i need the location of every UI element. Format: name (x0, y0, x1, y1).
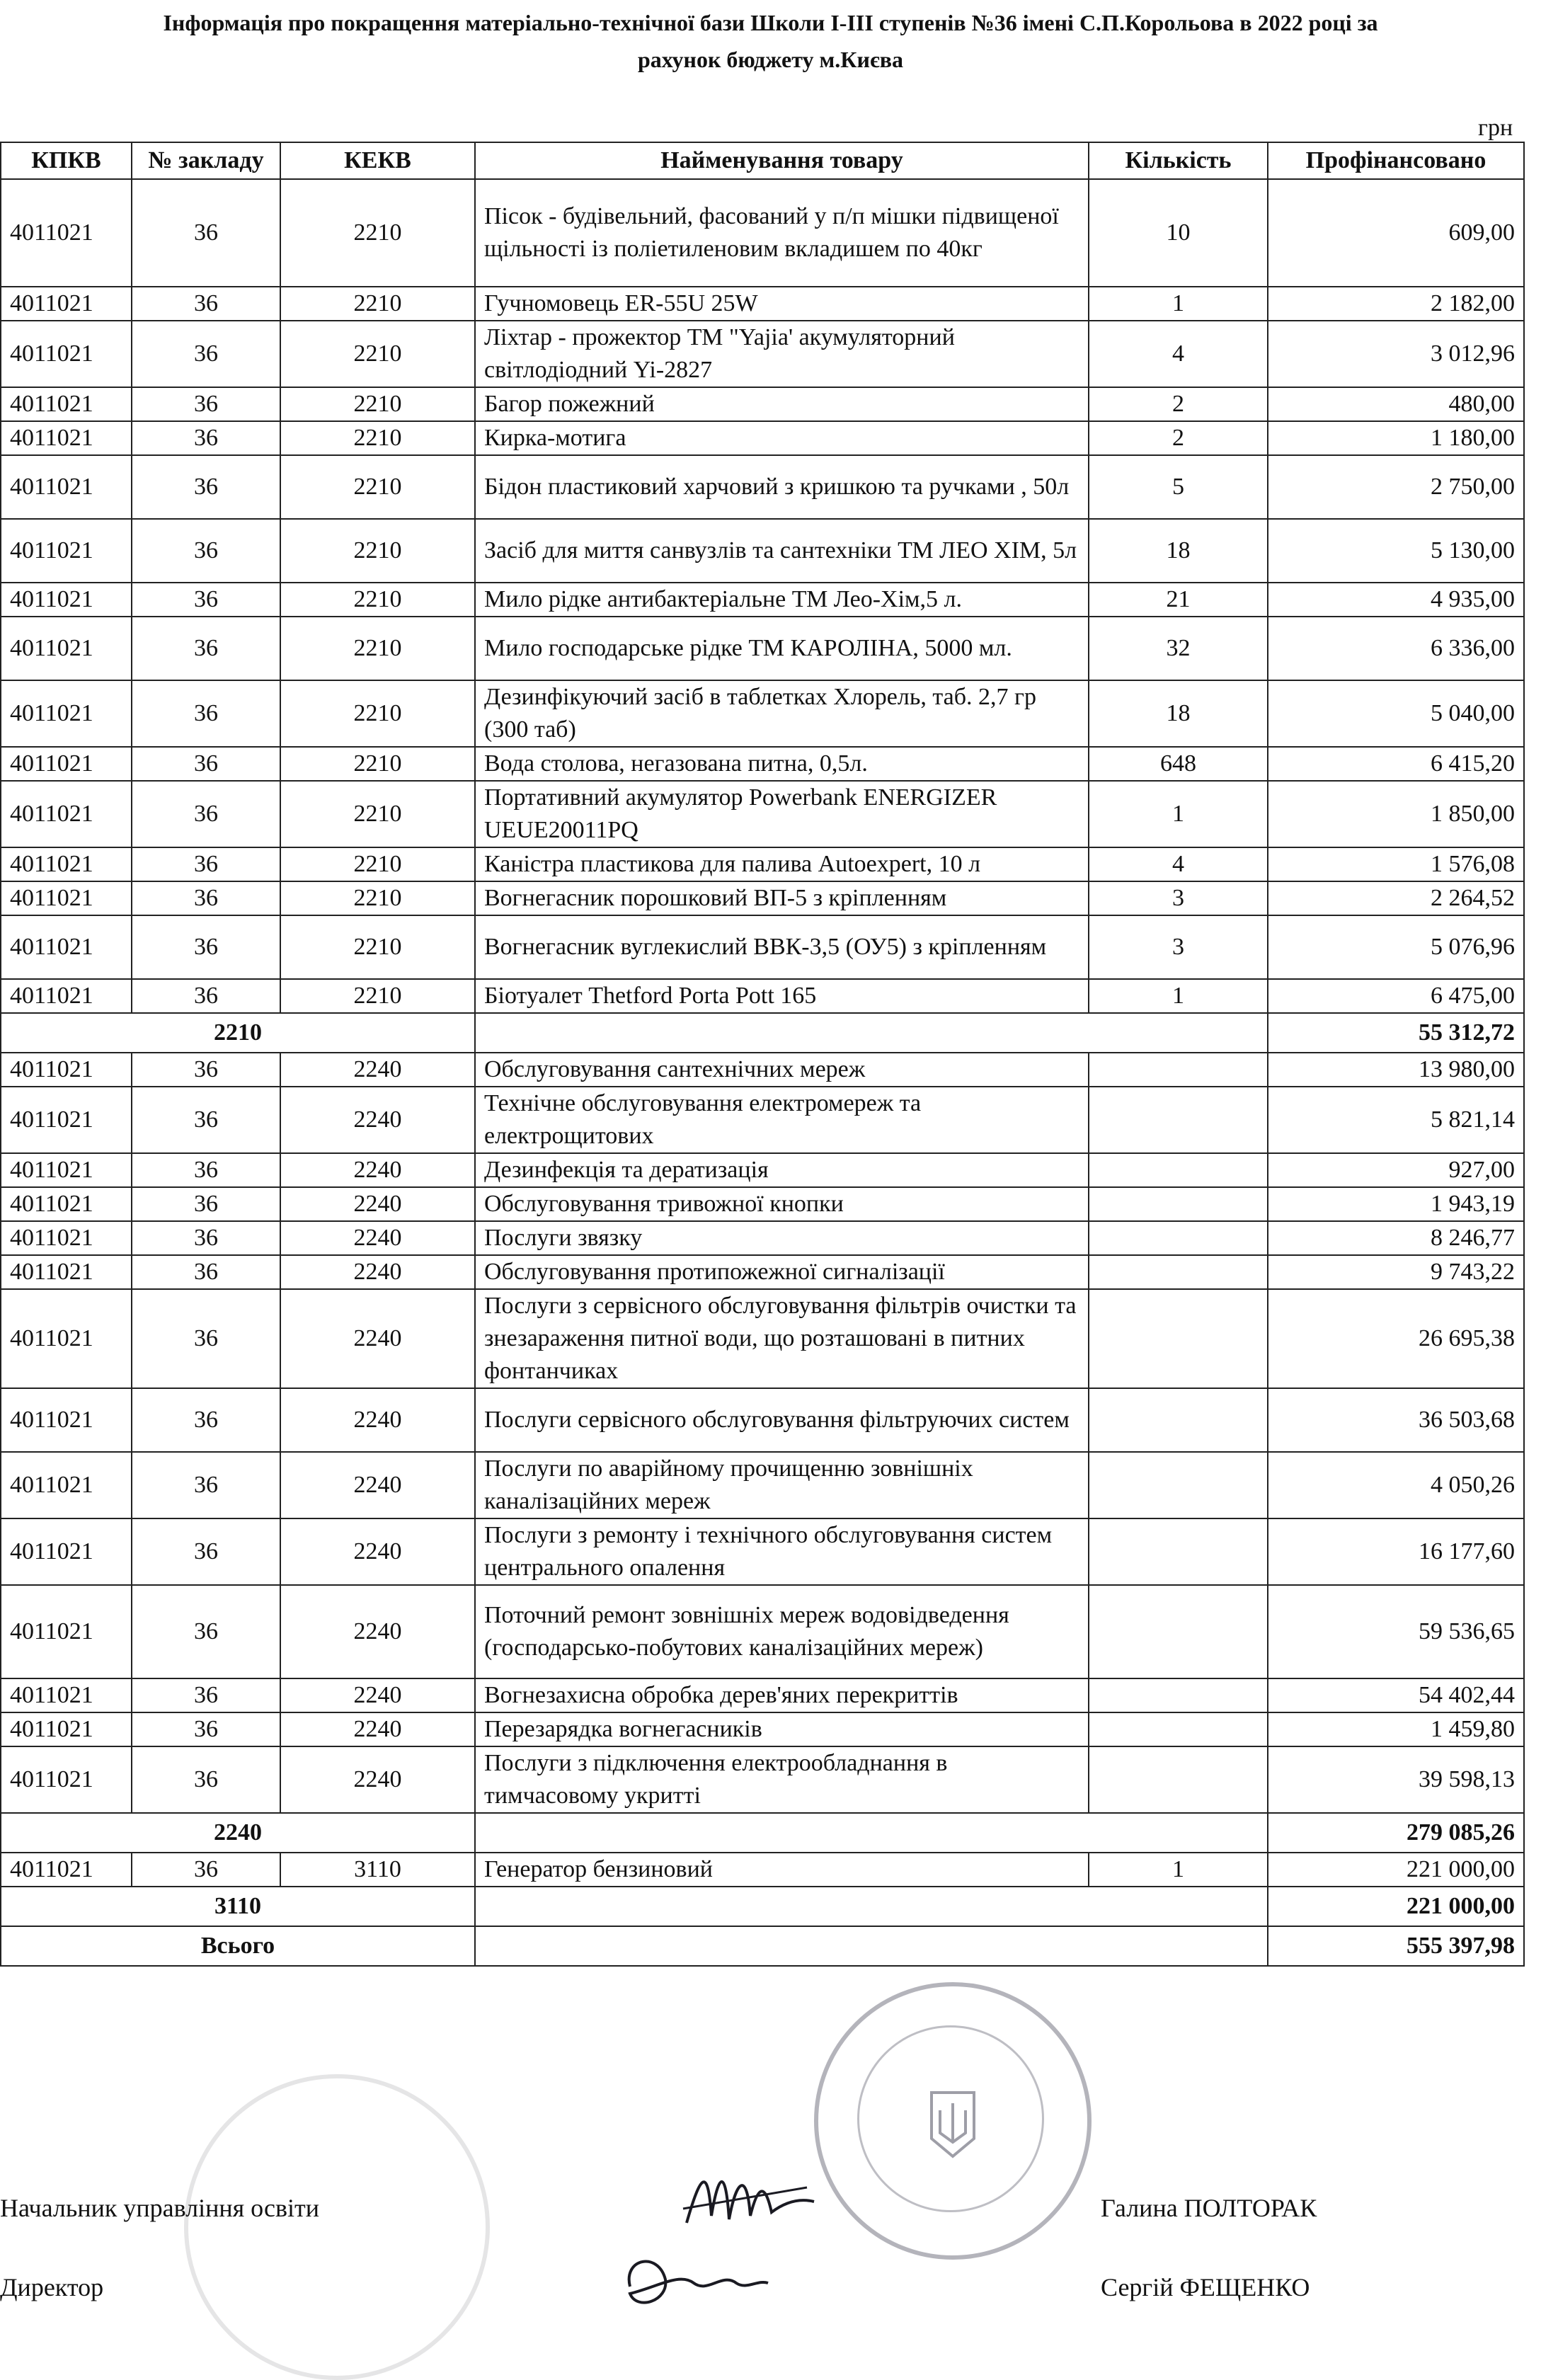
cell-amount: 9 743,22 (1268, 1255, 1524, 1289)
cell-kpkv: 4011021 (1, 680, 132, 747)
cell-kpkv: 4011021 (1, 1853, 132, 1887)
cell-school-number: 36 (132, 1518, 280, 1585)
cell-kpkv: 4011021 (1, 915, 132, 979)
cell-item-name: Мило рідке антибактеріальне ТМ Лео-Хім,5 л. (475, 583, 1089, 617)
signature-role-1: Начальник управління освіти (0, 2194, 320, 2222)
subtotal-label: 3110 (1, 1887, 475, 1926)
subtotal-spacer (475, 1926, 1268, 1966)
cell-item-name: Генератор бензиновий (475, 1853, 1089, 1887)
cell-amount: 5 821,14 (1268, 1087, 1524, 1153)
cell-kekv: 2240 (280, 1678, 475, 1712)
cell-kpkv: 4011021 (1, 1153, 132, 1187)
subtotal-spacer (475, 1813, 1268, 1853)
table-row (1, 421, 1524, 455)
cell-quantity: 5 (1089, 455, 1268, 519)
cell-amount: 1 180,00 (1268, 421, 1524, 455)
cell-amount: 2 182,00 (1268, 287, 1524, 321)
cell-item-name: Кирка-мотига (475, 421, 1089, 455)
signature-name-2: Сергій ФЕЩЕНКО (1101, 2273, 1310, 2301)
cell-school-number: 36 (132, 287, 280, 321)
cell-amount: 13 980,00 (1268, 1053, 1524, 1087)
table-row (1, 1053, 1524, 1087)
cell-amount: 26 695,38 (1268, 1289, 1524, 1388)
cell-quantity: 1 (1089, 781, 1268, 847)
subtotal-spacer (475, 1013, 1268, 1053)
cell-kpkv: 4011021 (1, 455, 132, 519)
cell-amount: 2 264,52 (1268, 881, 1524, 915)
subtotal-amount: 555 397,98 (1268, 1926, 1524, 1966)
cell-kekv: 2210 (280, 519, 475, 583)
col-header-school: № закладу (132, 142, 280, 179)
cell-quantity: 32 (1089, 617, 1268, 680)
cell-kpkv: 4011021 (1, 583, 132, 617)
cell-quantity: 4 (1089, 847, 1268, 881)
table-row (1, 979, 1524, 1013)
col-header-amount: Профінансовано (1268, 142, 1524, 179)
cell-amount: 54 402,44 (1268, 1678, 1524, 1712)
cell-quantity: 1 (1089, 1853, 1268, 1887)
cell-quantity (1089, 1187, 1268, 1221)
cell-item-name: Послуги сервісного обслуговування фільтруючих систем (475, 1388, 1089, 1452)
table-row (1, 287, 1524, 321)
col-header-name: Найменування товару (475, 142, 1089, 179)
cell-school-number: 36 (132, 1289, 280, 1388)
cell-quantity: 18 (1089, 680, 1268, 747)
cell-item-name: Обслуговування тривожної кнопки (475, 1187, 1089, 1221)
table-row (1, 1746, 1524, 1813)
cell-kekv: 2210 (280, 847, 475, 881)
cell-kpkv: 4011021 (1, 617, 132, 680)
col-header-qty: Кількість (1089, 142, 1268, 179)
cell-kpkv: 4011021 (1, 387, 132, 421)
table-header-row (1, 142, 1524, 179)
table-row (1, 680, 1524, 747)
cell-kpkv: 4011021 (1, 847, 132, 881)
cell-quantity (1089, 1746, 1268, 1813)
cell-kekv: 2210 (280, 583, 475, 617)
cell-amount: 221 000,00 (1268, 1853, 1524, 1887)
table-row (1, 1853, 1524, 1887)
table-row (1, 583, 1524, 617)
cell-kpkv: 4011021 (1, 1221, 132, 1255)
table-row (1, 1518, 1524, 1585)
cell-school-number: 36 (132, 915, 280, 979)
cell-quantity: 1 (1089, 979, 1268, 1013)
cell-school-number: 36 (132, 747, 280, 781)
cell-kekv: 3110 (280, 1853, 475, 1887)
table-row (1, 617, 1524, 680)
cell-kekv: 2210 (280, 421, 475, 455)
cell-item-name: Вогнезахисна обробка дерев'яних перекриттів (475, 1678, 1089, 1712)
cell-kpkv: 4011021 (1, 1712, 132, 1746)
cell-kekv: 2240 (280, 1452, 475, 1518)
cell-kekv: 2240 (280, 1053, 475, 1087)
cell-amount: 16 177,60 (1268, 1518, 1524, 1585)
cell-school-number: 36 (132, 1255, 280, 1289)
cell-school-number: 36 (132, 617, 280, 680)
official-stamp (814, 1982, 1092, 2260)
cell-kekv: 2240 (280, 1221, 475, 1255)
cell-amount: 39 598,13 (1268, 1746, 1524, 1813)
table-row (1, 781, 1524, 847)
cell-item-name: Вогнегасник порошковий ВП-5 з кріпленням (475, 881, 1089, 915)
cell-item-name: Послуги по аварійному прочищенню зовнішніх каналізаційних мереж (475, 1452, 1089, 1518)
cell-kpkv: 4011021 (1, 1585, 132, 1678)
document-title (0, 4, 1541, 78)
cell-quantity (1089, 1255, 1268, 1289)
cell-school-number: 36 (132, 387, 280, 421)
signature-scribble-1 (680, 2159, 821, 2237)
cell-item-name: Пісок - будівельний, фасований у п/п мішки підвищеної щільності із поліетиленовим вкладишем по 40кг (475, 179, 1089, 287)
cell-quantity: 1 (1089, 287, 1268, 321)
cell-kekv: 2240 (280, 1255, 475, 1289)
table-row (1, 321, 1524, 387)
cell-school-number: 36 (132, 1087, 280, 1153)
cell-kekv: 2210 (280, 881, 475, 915)
cell-amount: 480,00 (1268, 387, 1524, 421)
cell-school-number: 36 (132, 1221, 280, 1255)
cell-school-number: 36 (132, 179, 280, 287)
cell-kekv: 2210 (280, 617, 475, 680)
cell-amount: 1 850,00 (1268, 781, 1524, 847)
cell-amount: 1 943,19 (1268, 1187, 1524, 1221)
cell-kekv: 2210 (280, 287, 475, 321)
cell-amount: 5 130,00 (1268, 519, 1524, 583)
subtotal-label: 2240 (1, 1813, 475, 1853)
cell-school-number: 36 (132, 1153, 280, 1187)
cell-amount: 4 050,26 (1268, 1452, 1524, 1518)
cell-quantity: 3 (1089, 881, 1268, 915)
cell-kekv: 2240 (280, 1289, 475, 1388)
table-row (1, 1388, 1524, 1452)
cell-school-number: 36 (132, 680, 280, 747)
cell-item-name: Послуги з сервісного обслуговування фільтрів очистки та знезараження питної води, що розташовані в питних фонтанчиках (475, 1289, 1089, 1388)
cell-kekv: 2240 (280, 1746, 475, 1813)
cell-school-number: 36 (132, 1187, 280, 1221)
cell-kpkv: 4011021 (1, 519, 132, 583)
cell-kekv: 2210 (280, 915, 475, 979)
cell-kekv: 2210 (280, 321, 475, 387)
cell-quantity: 18 (1089, 519, 1268, 583)
cell-item-name: Обслуговування протипожежної сигналізації (475, 1255, 1089, 1289)
cell-quantity: 3 (1089, 915, 1268, 979)
cell-quantity (1089, 1518, 1268, 1585)
cell-amount: 6 475,00 (1268, 979, 1524, 1013)
table-row (1, 1712, 1524, 1746)
cell-kekv: 2210 (280, 387, 475, 421)
cell-school-number: 36 (132, 455, 280, 519)
table-row (1, 179, 1524, 287)
table-row (1, 1678, 1524, 1712)
cell-amount: 609,00 (1268, 179, 1524, 287)
cell-quantity (1089, 1712, 1268, 1746)
cell-amount: 1 459,80 (1268, 1712, 1524, 1746)
cell-amount: 5 040,00 (1268, 680, 1524, 747)
table-row (1, 1585, 1524, 1678)
cell-kpkv: 4011021 (1, 1746, 132, 1813)
cell-school-number: 36 (132, 1746, 280, 1813)
cell-quantity (1089, 1087, 1268, 1153)
cell-kekv: 2210 (280, 179, 475, 287)
cell-school-number: 36 (132, 321, 280, 387)
subtotal-row (1, 1013, 1524, 1053)
table-row (1, 847, 1524, 881)
cell-kpkv: 4011021 (1, 1452, 132, 1518)
cell-quantity (1089, 1388, 1268, 1452)
cell-kpkv: 4011021 (1, 321, 132, 387)
table-row (1, 915, 1524, 979)
table-row (1, 1187, 1524, 1221)
cell-amount: 6 415,20 (1268, 747, 1524, 781)
cell-item-name: Обслуговування сантехнічних мереж (475, 1053, 1089, 1087)
cell-kpkv: 4011021 (1, 1388, 132, 1452)
cell-kpkv: 4011021 (1, 1187, 132, 1221)
cell-kpkv: 4011021 (1, 1678, 132, 1712)
cell-school-number: 36 (132, 781, 280, 847)
cell-school-number: 36 (132, 1388, 280, 1452)
cell-item-name: Поточний ремонт зовнішніх мереж водовідведення (господарсько-побутових каналізаційних мереж) (475, 1585, 1089, 1678)
cell-quantity (1089, 1053, 1268, 1087)
cell-item-name: Вода столова, негазована питна, 0,5л. (475, 747, 1089, 781)
cell-item-name: Біотуалет Thetford Porta Pott 165 (475, 979, 1089, 1013)
cell-quantity (1089, 1289, 1268, 1388)
cell-school-number: 36 (132, 1712, 280, 1746)
cell-item-name: Дезинфікуючий засіб в таблетках Хлорель, таб. 2,7 гр (300 таб) (475, 680, 1089, 747)
cell-school-number: 36 (132, 979, 280, 1013)
cell-item-name: Засіб для миття санвузлів та сантехніки ТМ ЛЕО ХІМ, 5л (475, 519, 1089, 583)
cell-item-name: Ліхтар - прожектор ТМ "Yajia' акумуляторний світлодіодний Yi-2827 (475, 321, 1089, 387)
subtotal-row (1, 1813, 1524, 1853)
cell-item-name: Послуги з підключення електрообладнання в тимчасовому укритті (475, 1746, 1089, 1813)
cell-kpkv: 4011021 (1, 781, 132, 847)
cell-kpkv: 4011021 (1, 1255, 132, 1289)
cell-quantity (1089, 1585, 1268, 1678)
cell-kekv: 2210 (280, 979, 475, 1013)
cell-kpkv: 4011021 (1, 881, 132, 915)
cell-kekv: 2240 (280, 1153, 475, 1187)
cell-amount: 6 336,00 (1268, 617, 1524, 680)
cell-school-number: 36 (132, 421, 280, 455)
cell-quantity (1089, 1153, 1268, 1187)
cell-quantity: 2 (1089, 387, 1268, 421)
cell-kekv: 2240 (280, 1388, 475, 1452)
cell-kpkv: 4011021 (1, 747, 132, 781)
table-row (1, 747, 1524, 781)
table-row (1, 881, 1524, 915)
table-row (1, 455, 1524, 519)
table-row (1, 1452, 1524, 1518)
cell-quantity: 2 (1089, 421, 1268, 455)
cell-school-number: 36 (132, 583, 280, 617)
cell-kekv: 2240 (280, 1712, 475, 1746)
cell-quantity: 4 (1089, 321, 1268, 387)
col-header-kpkv: КПКВ (1, 142, 132, 179)
cell-item-name: Вогнегасник вуглекислий ВВК-3,5 (ОУ5) з кріпленням (475, 915, 1089, 979)
cell-amount: 4 935,00 (1268, 583, 1524, 617)
cell-kekv: 2240 (280, 1585, 475, 1678)
cell-item-name: Послуги з ремонту і технічного обслуговування систем центрального опалення (475, 1518, 1089, 1585)
cell-amount: 927,00 (1268, 1153, 1524, 1187)
cell-school-number: 36 (132, 1585, 280, 1678)
subtotal-amount: 55 312,72 (1268, 1013, 1524, 1053)
cell-school-number: 36 (132, 847, 280, 881)
table-row (1, 1255, 1524, 1289)
cell-kpkv: 4011021 (1, 179, 132, 287)
cell-amount: 3 012,96 (1268, 321, 1524, 387)
cell-kpkv: 4011021 (1, 1087, 132, 1153)
cell-kpkv: 4011021 (1, 1053, 132, 1087)
cell-kekv: 2210 (280, 747, 475, 781)
signature-role-2: Директор (0, 2273, 104, 2301)
subtotal-spacer (475, 1887, 1268, 1926)
cell-kpkv: 4011021 (1, 1518, 132, 1585)
currency-unit: грн (1478, 115, 1513, 141)
cell-amount: 8 246,77 (1268, 1221, 1524, 1255)
signature-name-1: Галина ПОЛТОРАК (1101, 2194, 1317, 2222)
cell-item-name: Каністра пластикова для палива Autoexpert, 10 л (475, 847, 1089, 881)
cell-item-name: Портативний акумулятор Powerbank ENERGIZER UEUE20011PQ (475, 781, 1089, 847)
cell-kekv: 2240 (280, 1187, 475, 1221)
cell-kekv: 2210 (280, 781, 475, 847)
cell-kpkv: 4011021 (1, 979, 132, 1013)
cell-school-number: 36 (132, 881, 280, 915)
table-body (1, 179, 1524, 1966)
title-line-2: рахунок бюджету м.Києва (637, 47, 904, 72)
table-row (1, 1221, 1524, 1255)
cell-school-number: 36 (132, 1853, 280, 1887)
cell-kekv: 2210 (280, 455, 475, 519)
cell-item-name: Гучномовець ER-55U 25W (475, 287, 1089, 321)
cell-kekv: 2210 (280, 680, 475, 747)
table-row (1, 519, 1524, 583)
subtotal-amount: 279 085,26 (1268, 1813, 1524, 1853)
cell-kpkv: 4011021 (1, 287, 132, 321)
cell-item-name: Мило господарське рідке ТМ КАРОЛІНА, 5000 мл. (475, 617, 1089, 680)
subtotal-row (1, 1887, 1524, 1926)
table-row (1, 1289, 1524, 1388)
title-line-1: Інформація про покращення матеріально-технічної бази Школи І-ІІІ ступенів №36 імені С.П.Корольова в 2022 році за (163, 10, 1378, 35)
cell-amount: 36 503,68 (1268, 1388, 1524, 1452)
subtotal-row (1, 1926, 1524, 1966)
cell-quantity (1089, 1678, 1268, 1712)
subtotal-label: 2210 (1, 1013, 475, 1053)
cell-quantity: 10 (1089, 179, 1268, 287)
faded-stamp (184, 2074, 490, 2380)
cell-school-number: 36 (132, 519, 280, 583)
cell-item-name: Дезинфекція та дератизація (475, 1153, 1089, 1187)
cell-amount: 59 536,65 (1268, 1585, 1524, 1678)
subtotal-amount: 221 000,00 (1268, 1887, 1524, 1926)
cell-kpkv: 4011021 (1, 1289, 132, 1388)
signature-scribble-2 (616, 2244, 779, 2322)
cell-school-number: 36 (132, 1452, 280, 1518)
trident-emblem-icon (924, 2089, 981, 2160)
table-row (1, 387, 1524, 421)
cell-quantity: 648 (1089, 747, 1268, 781)
table-row (1, 1087, 1524, 1153)
cell-school-number: 36 (132, 1053, 280, 1087)
cell-item-name: Технічне обслуговування електромереж та електрощитових (475, 1087, 1089, 1153)
cell-item-name: Бідон пластиковий харчовий з кришкою та ручками , 50л (475, 455, 1089, 519)
table-row (1, 1153, 1524, 1187)
funding-table (0, 142, 1525, 1967)
cell-quantity (1089, 1221, 1268, 1255)
cell-item-name: Багор пожежний (475, 387, 1089, 421)
cell-kpkv: 4011021 (1, 421, 132, 455)
cell-quantity (1089, 1452, 1268, 1518)
col-header-kekv: КЕКВ (280, 142, 475, 179)
cell-amount: 2 750,00 (1268, 455, 1524, 519)
cell-amount: 5 076,96 (1268, 915, 1524, 979)
cell-amount: 1 576,08 (1268, 847, 1524, 881)
cell-school-number: 36 (132, 1678, 280, 1712)
cell-item-name: Перезарядка вогнегасників (475, 1712, 1089, 1746)
cell-kekv: 2240 (280, 1518, 475, 1585)
cell-quantity: 21 (1089, 583, 1268, 617)
subtotal-label: Всього (1, 1926, 475, 1966)
cell-kekv: 2240 (280, 1087, 475, 1153)
cell-item-name: Послуги звязку (475, 1221, 1089, 1255)
